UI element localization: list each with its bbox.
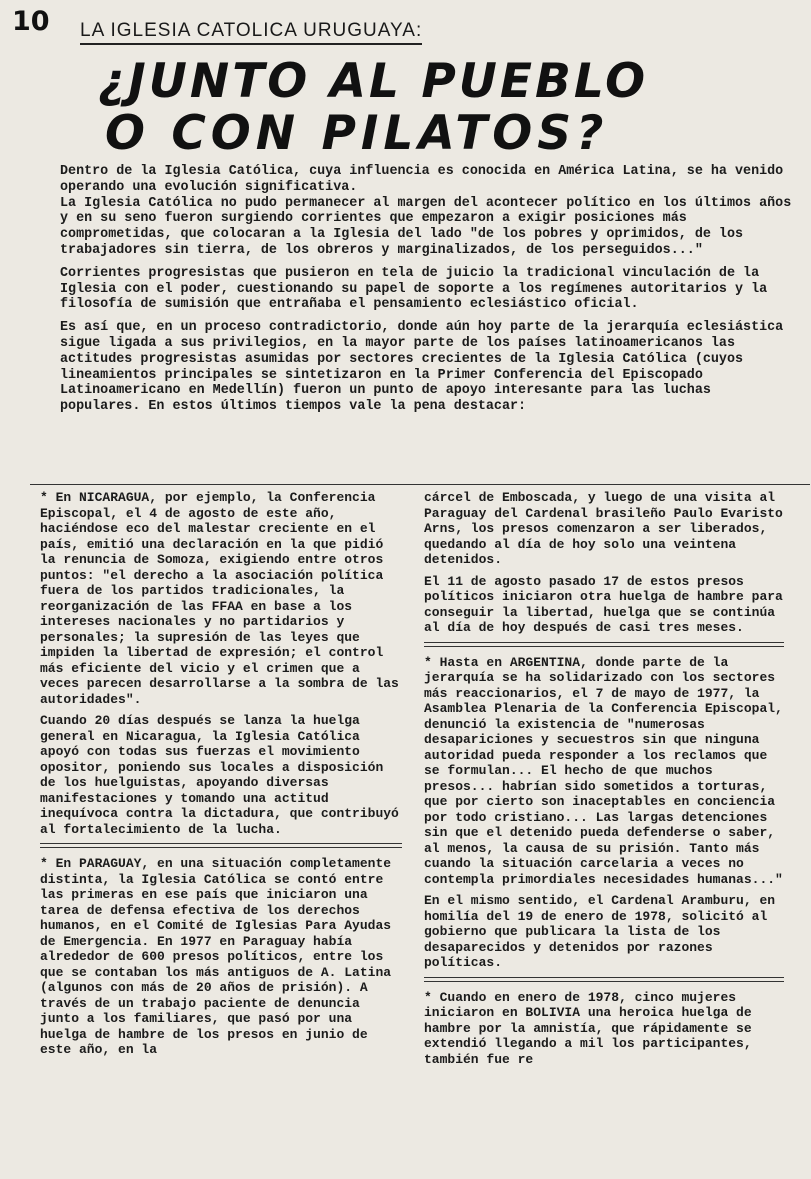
right-column bbox=[424, 490, 784, 1073]
section-divider bbox=[424, 642, 784, 647]
left-column bbox=[40, 490, 402, 1064]
article-paragraph: * Hasta en ARGENTINA, donde parte de la jerarquía se ha solidarizado con los sectores más reaccionarios, el 7 de mayo de 1977, la Asamblea Plenaria de la Conferencia Episcopal, denunció la existencia de "numerosas desapariciones y secuestros sin que ninguna autoridad pueda responder a los reclamos que se formulan... El hecho de que muchos presos... habrían sido sometidos a torturas, que por cierto son inaceptables en conciencia por todo cristiano... Las largas detenciones sin que el detenido pueda defenderse o saber, al menos, la causa de su prisión. Tanto más cuando la situación carcelaria a veces no contempla primordiales necesidades humanas..." bbox=[424, 654, 783, 887]
argentina-section bbox=[424, 655, 784, 971]
bolivia-section bbox=[424, 990, 784, 1068]
intro-paragraph: Corrientes progresistas que pusieron en tela de juicio la tradicional vinculación de la Iglesia con el poder, cuestionando su papel de soporte a los regímenes autoritarios y la filosofía de sumisión que entrañaba el pensamiento eclesiástico oficial. bbox=[60, 265, 768, 313]
section-kicker: LA IGLESIA CATOLICA URUGUAYA: bbox=[80, 20, 422, 45]
headline-line-1: ¿JUNTO AL PUEBLO bbox=[98, 54, 649, 109]
nicaragua-section bbox=[40, 490, 402, 837]
article-paragraph: Cuando 20 días después se lanza la huelga general en Nicaragua, la Iglesia Católica apoyó con todas sus fuerzas el movimiento opositor, poniendo sus locales a disposición de los huelguistas, apoyando diversas manifestaciones y tomando una actitud inequívoca contra la dictadura, que contribuyó al fortalecimiento de la lucha. bbox=[40, 713, 399, 837]
article-paragraph: En el mismo sentido, el Cardenal Aramburu, en homilía del 19 de enero de 1978, solicitó al gobierno que publicara la lista de los desaparecidos y detenidos por razones políticas. bbox=[424, 893, 776, 970]
intro-paragraph: Es así que, en un proceso contradictorio, donde aún hoy parte de la jerarquía eclesiástica sigue ligada a sus privilegios, en la mayor parte de los países latinoamericanos las actitudes progresistas asumidas por sectores crecientes de la Iglesia Católica (cuyos lineamientos principales se sintetizaron en la Primer Conferencia del Episcopado Latinoamericano en Medellín) fueron un punto de apoyo interesante para las luchas populares. En estos últimos tiempos vale la pena destacar: bbox=[60, 320, 784, 415]
section-divider bbox=[40, 843, 402, 848]
section-divider bbox=[424, 977, 784, 982]
section-divider bbox=[30, 484, 810, 485]
intro-text bbox=[60, 164, 795, 422]
article-paragraph: El 11 de agosto pasado 17 de estos presos políticos iniciaron otra huelga de hambre para conseguir la libertad, huelga que se continúa al día de hoy después de casi tres meses. bbox=[424, 573, 783, 635]
article-paragraph: * Cuando en enero de 1978, cinco mujeres iniciaron en BOLIVIA una heroica huelga de hambre por la amnistía, que rápidamente se extendió llegando a mil los participantes, también fue re bbox=[424, 989, 752, 1067]
article-paragraph: * En NICARAGUA, por ejemplo, la Conferencia Episcopal, el 4 de agosto de este año, haciéndose eco del malestar creciente en el país, emitió una declaración en la que pidió la renuncia de Somoza, exigiendo entre otros puntos: "el derecho a la asociación política fuera de los partidos tradicionales, la reorganización de las FFAA en base a los intereses nacionales y no partidarios y personales; la supresión de las leyes que impiden la libertad de expresión; el control más eficiente del vicio y el crimen que a veces parecen desarrollarse a la sombra de las autoridades". bbox=[40, 490, 399, 707]
paraguay-section bbox=[40, 856, 402, 1058]
headline-line-2: O CON PILATOS? bbox=[105, 106, 609, 161]
intro-paragraph: Dentro de la Iglesia Católica, cuya influencia es conocida en América Latina, se ha venido operando una evolución significativa. bbox=[60, 164, 784, 195]
paraguay-continued-section bbox=[424, 490, 784, 636]
intro-paragraph: La Iglesia Católica no pudo permanecer al margen del acontecer político en los últimos años y en su seno fueron surgiendo corrientes que empezaron a exigir posiciones más comprometidas, que colocaran a la Iglesia del lado "de los pobres y oprimidos, de los trabajadores sin tierra, de los obreros y marginalizados, de los perseguidos..." bbox=[60, 195, 792, 258]
page-number: 10 bbox=[12, 6, 50, 37]
article-paragraph: * En PARAGUAY, en una situación completamente distinta, la Iglesia Católica se contó entre las primeras en ese país que iniciaron una tarea de defensa efectiva de los derechos humanos, en el Comité de Iglesias Para Ayudas de Emergencia. En 1977 en Paraguay había alrededor de 600 presos políticos, entre los que se contaban los más antiguos de A. Latina (algunos con más de 20 años de prisión). A través de un trabajo paciente de denuncia junto a los familiares, que pasó por una huelga de hambre de los presos en junio de este año, en la bbox=[40, 856, 392, 1057]
article-paragraph: cárcel de Emboscada, y luego de una visita al Paraguay del Cardenal brasileño Paulo Evaristo Arns, los presos comenzaron a ser liberados, quedando al día de hoy solo una veintena detenidos. bbox=[424, 490, 783, 567]
